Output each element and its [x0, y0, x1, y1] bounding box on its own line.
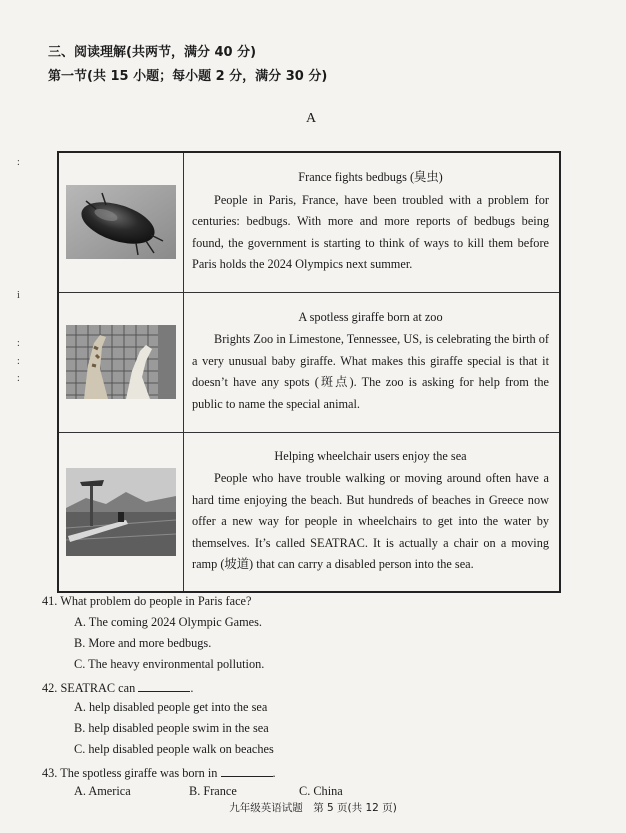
question-43-stem-end: .: [272, 766, 276, 780]
passage-title: Helping wheelchair users enjoy the sea: [274, 448, 467, 463]
part-heading: 第一节(共 15 小题；每小题 2 分，满分 30 分): [48, 69, 328, 84]
margin-mark: :: [17, 356, 20, 367]
question-42-option-b: B. help disabled people swim in the sea: [74, 721, 269, 735]
passage-body: People who have trouble walking or moving around often have a hard time enjoying the beach. But hundreds of beaches in Greece now offer a new way for people in wheelchairs to get into the water by themselves. It’s called SEATRAC. It is actually a chair on a moving ramp (坡道) that can carry a disabled person into the sea.: [192, 471, 549, 572]
passage-row: [58, 292, 560, 432]
reading-table: [57, 151, 561, 593]
question-43-stem: [42, 764, 276, 781]
question-41-option-a: A. The coming 2024 Olympic Games.: [74, 615, 262, 629]
margin-mark: i: [17, 290, 20, 301]
question-42-option-c: C. help disabled people walk on beaches: [74, 742, 274, 756]
question-42-option-a: A. help disabled people get into the sea: [74, 700, 268, 714]
question-41-option-c: C. The heavy environmental pollution.: [74, 657, 265, 671]
question-42-stem-end: .: [190, 681, 194, 695]
passage-row: [58, 432, 560, 592]
passage-body: People in Paris, France, have been troubled with a problem for centuries: bedbugs. With more and more reports of bedbugs being found, the government is starting to think of ways to kill them before Paris holds the 2024 Olympics next summer.: [192, 192, 549, 271]
image-cell: [58, 432, 184, 592]
question-43-option-c: C. China: [299, 784, 343, 798]
seatrac-photo: [66, 468, 176, 556]
answer-blank: [138, 679, 190, 692]
passage-row: [58, 152, 560, 292]
passage-text-cell: [184, 432, 561, 592]
question-42-stem: [42, 679, 193, 696]
margin-mark: :: [17, 338, 20, 349]
image-cell: [58, 152, 184, 292]
page-footer: 九年级英语试题 第 5 页(共 12 页): [229, 802, 397, 814]
question-43-option-a: A. America: [74, 784, 131, 798]
question-41-stem: 41. What problem do people in Paris face?: [42, 594, 252, 608]
margin-mark: :: [17, 373, 20, 384]
margin-mark: :: [17, 157, 20, 168]
image-cell: [58, 292, 184, 432]
passage-title: France fights bedbugs (臭虫): [298, 170, 443, 184]
bedbug-photo: [66, 185, 176, 259]
passage-title: A spotless giraffe born at zoo: [298, 309, 443, 324]
passage-letter: A: [305, 111, 317, 126]
giraffe-photo: [66, 325, 176, 399]
question-41-option-b: B. More and more bedbugs.: [74, 636, 212, 650]
passage-text-cell: [184, 152, 561, 292]
passage-body: Brights Zoo in Limestone, Tennessee, US, is celebrating the birth of a very unusual baby giraffe. What makes this giraffe special is that it doesn’t have any spots (斑点). The zoo is asking for help from the public to name the special animal.: [192, 332, 549, 411]
question-43-stem-text: 43. The spotless giraffe was born in: [42, 766, 218, 780]
question-43-option-b: B. France: [189, 784, 237, 798]
section-heading: 三、阅读理解(共两节，满分 40 分): [48, 45, 257, 60]
answer-blank: [221, 764, 273, 777]
question-42-stem-text: 42. SEATRAC can: [42, 681, 136, 695]
passage-text-cell: [184, 292, 561, 432]
